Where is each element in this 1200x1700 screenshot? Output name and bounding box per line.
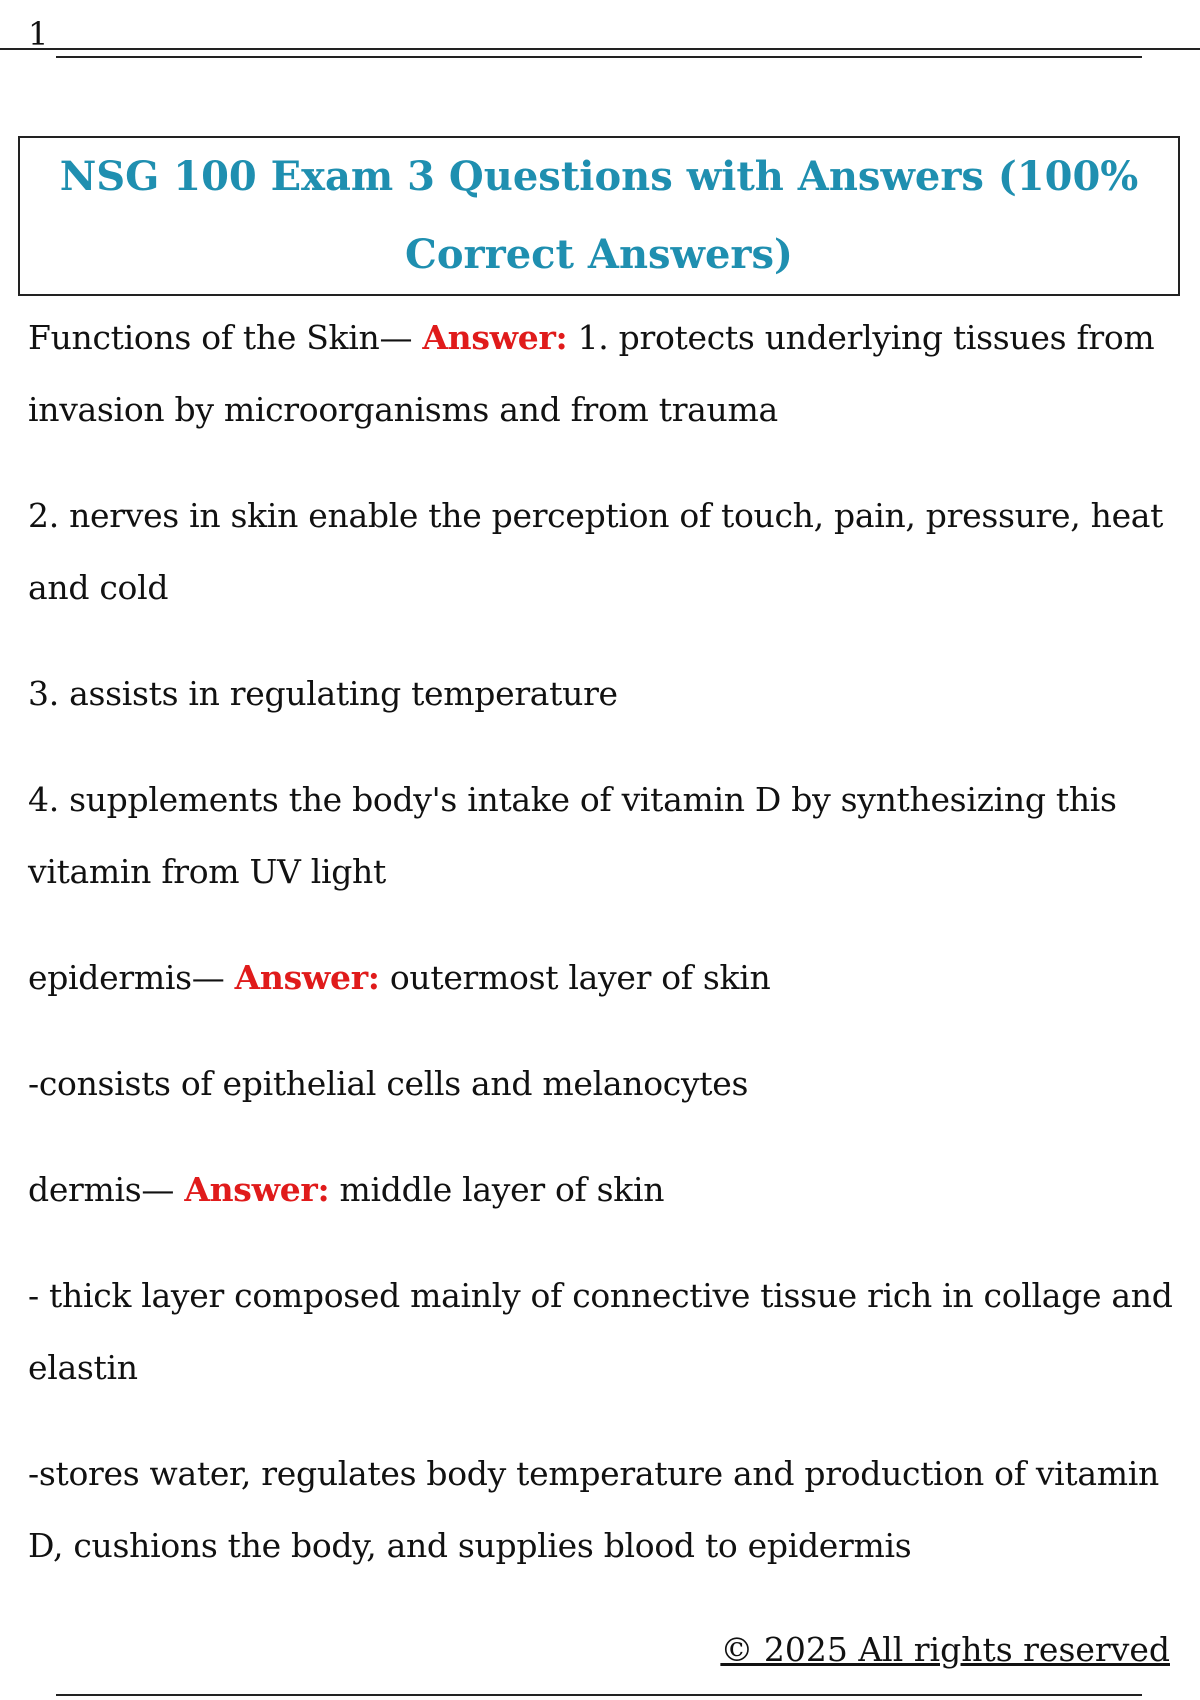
answer-detail: -consists of epithelial cells and melanocytes: [28, 1064, 749, 1103]
question-entry-skin-functions: [28, 302, 1178, 446]
answer-detail: 2. nerves in skin enable the perception of touch, pain, pressure, heat and cold: [28, 496, 1164, 607]
answer-text: middle layer of skin: [329, 1170, 665, 1209]
qa-content: [28, 302, 1178, 1616]
question-entry-epidermis: [28, 942, 1178, 1014]
answer-label: Answer:: [234, 958, 380, 997]
footer-copyright: © 2025 All rights reserved: [720, 1630, 1170, 1669]
page-number: 1: [28, 15, 49, 53]
answer-label: Answer:: [422, 318, 568, 357]
question-entry-dermis: [28, 1154, 1178, 1226]
header-rule-outer: [0, 48, 1200, 50]
answer-label: Answer:: [184, 1170, 330, 1209]
footer-rule: [56, 1694, 1142, 1696]
answer-text: outermost layer of skin: [379, 958, 771, 997]
title-box: [18, 136, 1180, 296]
answer-detail: -stores water, regulates body temperature and production of vitamin D, cushions the body, and supplies blood to epidermis: [28, 1454, 1159, 1565]
question-term: Functions of the Skin—: [28, 318, 423, 357]
question-term: epidermis—: [28, 958, 235, 997]
document-title: NSG 100 Exam 3 Questions with Answers (100% Correct Answers): [59, 153, 1139, 278]
answer-text: 1. protects underlying tissues from invasion by microorganisms and from trauma: [28, 318, 1155, 429]
answer-detail: - thick layer composed mainly of connective tissue rich in collage and elastin: [28, 1276, 1173, 1387]
answer-detail: 3. assists in regulating temperature: [28, 674, 618, 713]
question-term: dermis—: [28, 1170, 185, 1209]
header-rule-inner: [56, 56, 1142, 58]
answer-detail: 4. supplements the body's intake of vitamin D by synthesizing this vitamin from UV light: [28, 780, 1117, 891]
